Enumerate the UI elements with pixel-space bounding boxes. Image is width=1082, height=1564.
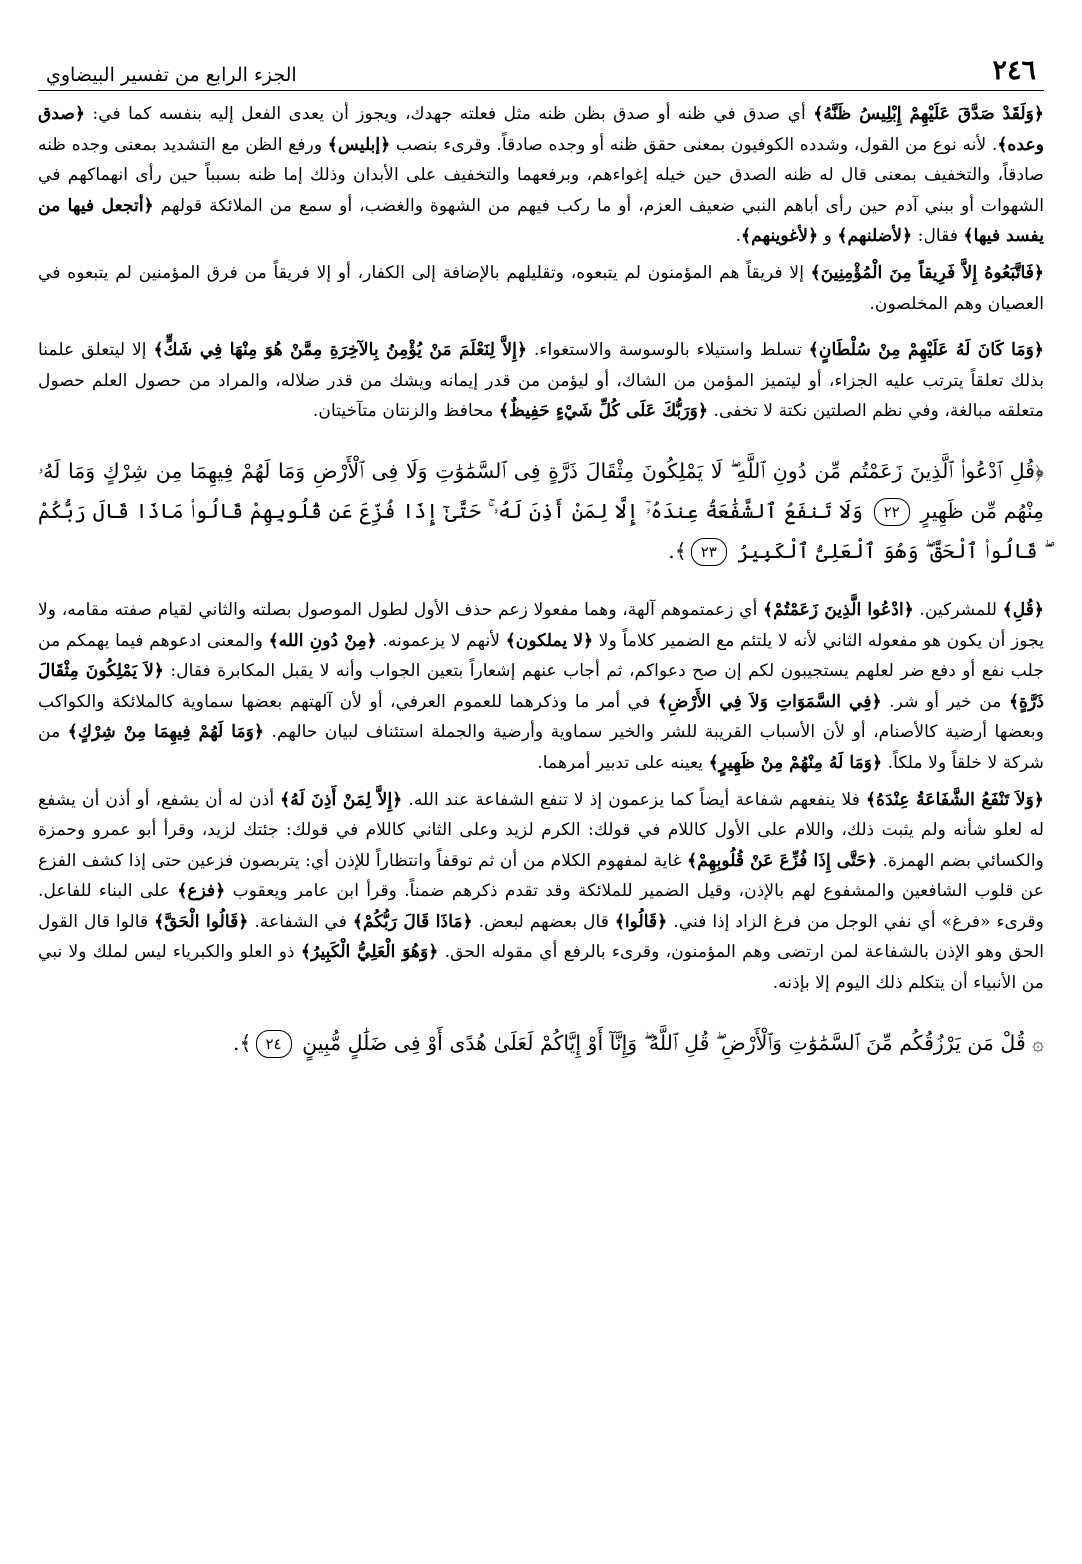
commentary-text: للمشركين. <box>913 599 1003 620</box>
commentary-text: إلا ليتعلق علمنا بذلك تعلقاً يترتب عليه الجزاء، أو ليتميز المؤمن من الشاك، أو ليؤمن من قدر إيمانه ويشك من قدر ضلاله، والمراد من حصول العلم حصول متعلقه مبالغة، وفي نظم الصلتين نكتة لا تخفى. <box>38 340 1044 422</box>
commentary-text: قالوا قال القول الحق وهو الإذن بالشفاعة لمن ارتضى وهم المؤمنون، وقرىء بالرفع أي مقوله الحق. <box>38 911 1044 963</box>
page <box>38 46 1044 1087</box>
commentary-text: لأنهم لا يزعمونه. <box>376 630 506 651</box>
commentary-text: محافظ والزنتان متآخيتان. <box>312 401 499 422</box>
quoted-verse-phrase: ﴿ادْعُوا الَّذِينَ زَعَمْتُمْ﴾ <box>763 599 914 620</box>
commentary-text: و <box>818 226 838 247</box>
commentary-text: من خير أو شر. <box>881 691 1009 712</box>
commentary-text: . لأنه نوع من القول، وشدده الكوفيون بمعنى حقق ظنه أو وجده صادقاً. وقرىء بنصب <box>390 134 998 155</box>
commentary-paragraph <box>38 335 1044 427</box>
quoted-verse-phrase: ﴿قَالُوا﴾ <box>614 911 668 932</box>
commentary-block-1 <box>38 99 1044 427</box>
quoted-verse-phrase: ﴿مَاذَا قَالَ رَبُّكُمْ﴾ <box>352 911 473 932</box>
commentary-text: على البناء للفاعل. وقرىء «فرغ» أي نفي الوجل من فرغ الزاد إذا فني. <box>38 881 1044 932</box>
quoted-verse-phrase: ﴿إِلاَّ لِنَعْلَمَ مَنْ يُؤْمِنُ بِالآخِرَةِ مِمَّنْ هُوَ مِنْهَا فِي شَكٍّ﴾ <box>153 340 528 361</box>
commentary-text: من شركة لا خلقاً ولا ملكاً. <box>38 722 1044 773</box>
page-number: ٢٤٦ <box>992 55 1036 86</box>
commentary-paragraph <box>38 99 1044 252</box>
quoted-verse-phrase: ﴿حَتَّى إِذَا فُزِّعَ عَنْ قُلُوبِهِمْ﴾ <box>687 850 877 871</box>
commentary-text: أي زعمتموهم آلهة، وهما مفعولا زعم حذف الأول لطول الموصول بصلته والثاني لقيام صفته مقامه، ولا يجوز أن يكون هو مفعوله الثاني لأنه لا يلتئم مع الضمير كلاماً ولا <box>38 599 1044 651</box>
quran-verse-24 <box>38 1023 1044 1063</box>
quoted-verse-phrase: ﴿مِنْ دُونِ الله﴾ <box>268 630 377 651</box>
quoted-verse-phrase: ﴿فِي السَّمَوَاتِ وَلاَ فِي الأَرْضِ﴾ <box>657 691 882 712</box>
commentary-text: في أمر ما وذكرهما للعموم العرفي، أو لأن آلهتهم بعضها سماوية كالملائكة والكواكب وبعضها أرضية كالأصنام، أو لأن الأسباب القريبة للشر والخير سماوية وأرضية والجملة استئناف لبيان حالهم. <box>38 691 1044 743</box>
quoted-verse-phrase: ﴿وَمَا لَهُمْ فِيهِمَا مِنْ شِرْكٍ﴾ <box>67 722 265 743</box>
verse-text: قُلْ مَن يَرْزُقُكُم مِّنَ ٱلسَّمَٰوَٰتِ وَٱلْأَرْضِ ۖ قُلِ ٱللَّهُ ۖ وَإِنَّآ أَوْ إِيَّاكُمْ لَعَلَىٰ هُدًى أَوْ فِى ضَلَٰلٍ مُّبِينٍ <box>302 1030 1026 1055</box>
commentary-text: والمعنى ادعوهم فيما يهمكم من جلب نفع أو دفع ضر لعلهم يستجيبون لكم إن صح دعواكم، ثم أجاب عنهم إشعاراً بتعين الجواب وأنه لا يقبل المكابرة فقال: <box>38 630 1044 682</box>
quoted-verse-phrase: ﴿لاَ يَمْلِكُونَ مِثْقَالَ ذَرَّةٍ﴾ <box>38 661 1044 712</box>
quoted-verse-phrase: ﴿لا يملكون﴾ <box>505 630 594 651</box>
ayah-number-marker: ٢٢ <box>874 498 910 526</box>
commentary-text: غاية لمفهوم الكلام من أن ثم توقفاً وانتظاراً للإذن أي: يتربصون فزعين حتى إذا كشف الفزع عن قلوب الشافعين والمشفوع لهم بالإذن، وقيل الضمير للملائكة وقد تقدم ذكرهم ضمناً. وقرأ ابن عامر ويعقوب <box>38 850 1044 902</box>
commentary-text: ورفع الظن مع التشديد بمعنى وجده ظنه صادقاً، والتخفيف بمعنى قال له ظنه الصدق حين خيله إغواءهم، وبرفعهما والتخفيف على الأبدان وذلك إما ظنه بسبباً حين رأى انهماكهم في الشهوات أو ببني آدم حين رأى أباهم النبي ضعيف العزم، أو ما ركب فيهم من الشهوة والغضب، أو سمع من الملائكة قولهم <box>38 134 1045 216</box>
quoted-verse-phrase: ﴿وَمَا لَهُ مِنْهُمْ مِنْ ظَهِيرٍ﴾ <box>708 752 883 773</box>
commentary-paragraph <box>38 595 1044 779</box>
quoted-verse-phrase: ﴿قَالُوا الْحَقَّ﴾ <box>154 911 249 932</box>
commentary-text: تسلط واستيلاء بالوسوسة والاستغواء. <box>527 340 809 361</box>
quoted-verse-phrase: ﴿وَهُوَ الْعَلِيُّ الْكَبِيرُ﴾ <box>300 942 439 963</box>
running-title: الجزء الرابع من تفسير البيضاوي <box>46 64 297 86</box>
commentary-text: . <box>735 226 742 247</box>
commentary-text: يعينه على تدبير أمرهما. <box>537 752 709 773</box>
verse-text: ﴿قُلِ ٱدْعُوا۟ ٱلَّذِينَ زَعَمْتُم مِّن دُونِ ٱللَّهِ ۖ لَا يَمْلِكُونَ مِثْقَالَ ذَرَّةٍ فِى ٱلسَّمَٰوَٰتِ وَلَا فِى ٱلْأَرْضِ وَمَا لَهُمْ فِيهِمَا مِن شِرْكٍ وَمَا لَهُۥ مِنْهُم مِّن ظَهِيرٍ <box>38 458 1044 523</box>
commentary-text: في الشفاعة. <box>248 911 353 932</box>
quoted-verse-phrase: ﴿قُلِ﴾ <box>1002 599 1044 620</box>
verse-text: وَلَا تَنفَعُ ٱلشَّفَٰعَةُ عِندَهُۥٓ إِلَّا لِمَنْ أَذِنَ لَهُۥ ۚ حَتَّىٰٓ إِذَا فُزِّعَ عَن قُلُوبِهِمْ قَالُوا۟ مَاذَا قَالَ رَبُّكُمْ ۖ قَالُوا۟ ٱلْحَقَّ ۖ وَهُوَ ٱلْعَلِىُّ ٱلْكَبِيرُ <box>38 498 1044 563</box>
commentary-paragraph <box>38 258 1044 319</box>
quoted-verse-phrase: ﴿وَرَبُّكَ عَلَى كُلِّ شَيْءٍ حَفِيظٌ﴾ <box>498 401 709 422</box>
quoted-verse-phrase: ﴿صدق وعده﴾ <box>38 104 1044 155</box>
commentary-text: فقال: <box>912 226 964 247</box>
quoted-verse-phrase: ﴿لأضلنهم﴾ <box>837 226 913 247</box>
quoted-verse-phrase: ﴿وَلَقَدْ صَدَّقَ عَلَيْهِمْ إِبْلِيسُ ظَنَّهُ﴾ <box>813 104 1045 124</box>
commentary-text: فلا ينفعهم شفاعة أيضاً كما يزعمون إذ لا تنفع الشفاعة عند الله. <box>402 789 867 810</box>
commentary-paragraph <box>38 785 1044 999</box>
commentary-text: قال بعضهم لبعض. <box>472 911 615 932</box>
commentary-text: أي صدق في ظنه أو صدق بظن ظنه مثل فعلته جهدك، ويجوز أن يعدى الفعل إليه بنفسه كما في: <box>85 104 814 124</box>
quran-verse-22-23 <box>38 451 1044 571</box>
quoted-verse-phrase: ﴿إبليس﴾ <box>327 134 391 155</box>
quoted-verse-phrase: ﴿فزع﴾ <box>177 881 226 902</box>
commentary-text: ذو العلو والكبرياء ليس لملك ولا نبي من الأنبياء أن يتكلم ذلك اليوم إلا بإذنه. <box>38 942 1044 994</box>
verse-close: ﴾. <box>668 538 687 563</box>
quoted-verse-phrase: ﴿فَاتَّبَعُوهُ إِلاَّ فَرِيقاً مِنَ الْمُؤْمِنِينَ﴾ <box>810 262 1044 283</box>
quoted-verse-phrase: ﴿إِلاَّ لِمَنْ أَذِنَ لَهُ﴾ <box>280 789 403 810</box>
commentary-text: أذن له أن يشفع، أو أذن أن يشفع له لعلو شأنه ولم يثبت ذلك، واللام على الأول كاللام في قولك: الكرم لزيد وعلى الثاني كاللام في قولك: جئتك لزيد، وقرأ أبو عمرو وحمزة والكسائي بضم الهمزة. <box>38 789 1044 871</box>
quoted-verse-phrase: ﴿وَمَا كَانَ لَهُ عَلَيْهِمْ مِنْ سُلْطَانٍ﴾ <box>808 340 1044 361</box>
page-header <box>38 46 1044 91</box>
quoted-verse-phrase: ﴿أتجعل فيها من يفسد فيها﴾ <box>38 195 1044 247</box>
commentary-text: إلا فريقاً هم المؤمنون لم يتبعوه، وتقليلهم بالإضافة إلى الكفار، أو إلا فريقاً من فرق المؤمنين لم يتبعوه في العصيان وهم المخلصون. <box>38 262 1044 314</box>
ayah-number-marker: ٢٤ <box>256 1030 292 1058</box>
ayah-number-marker: ٢٣ <box>691 538 727 566</box>
quoted-verse-phrase: ﴿وَلاَ تَنْفَعُ الشَّفَاعَةُ عِنْدَهُ﴾ <box>866 789 1044 810</box>
commentary-block-2 <box>38 595 1044 999</box>
quoted-verse-phrase: ﴿لأغوينهم﴾ <box>741 226 819 247</box>
hizb-star-icon: ۞ <box>1032 1030 1044 1055</box>
verse-close: ﴾. <box>233 1030 252 1055</box>
